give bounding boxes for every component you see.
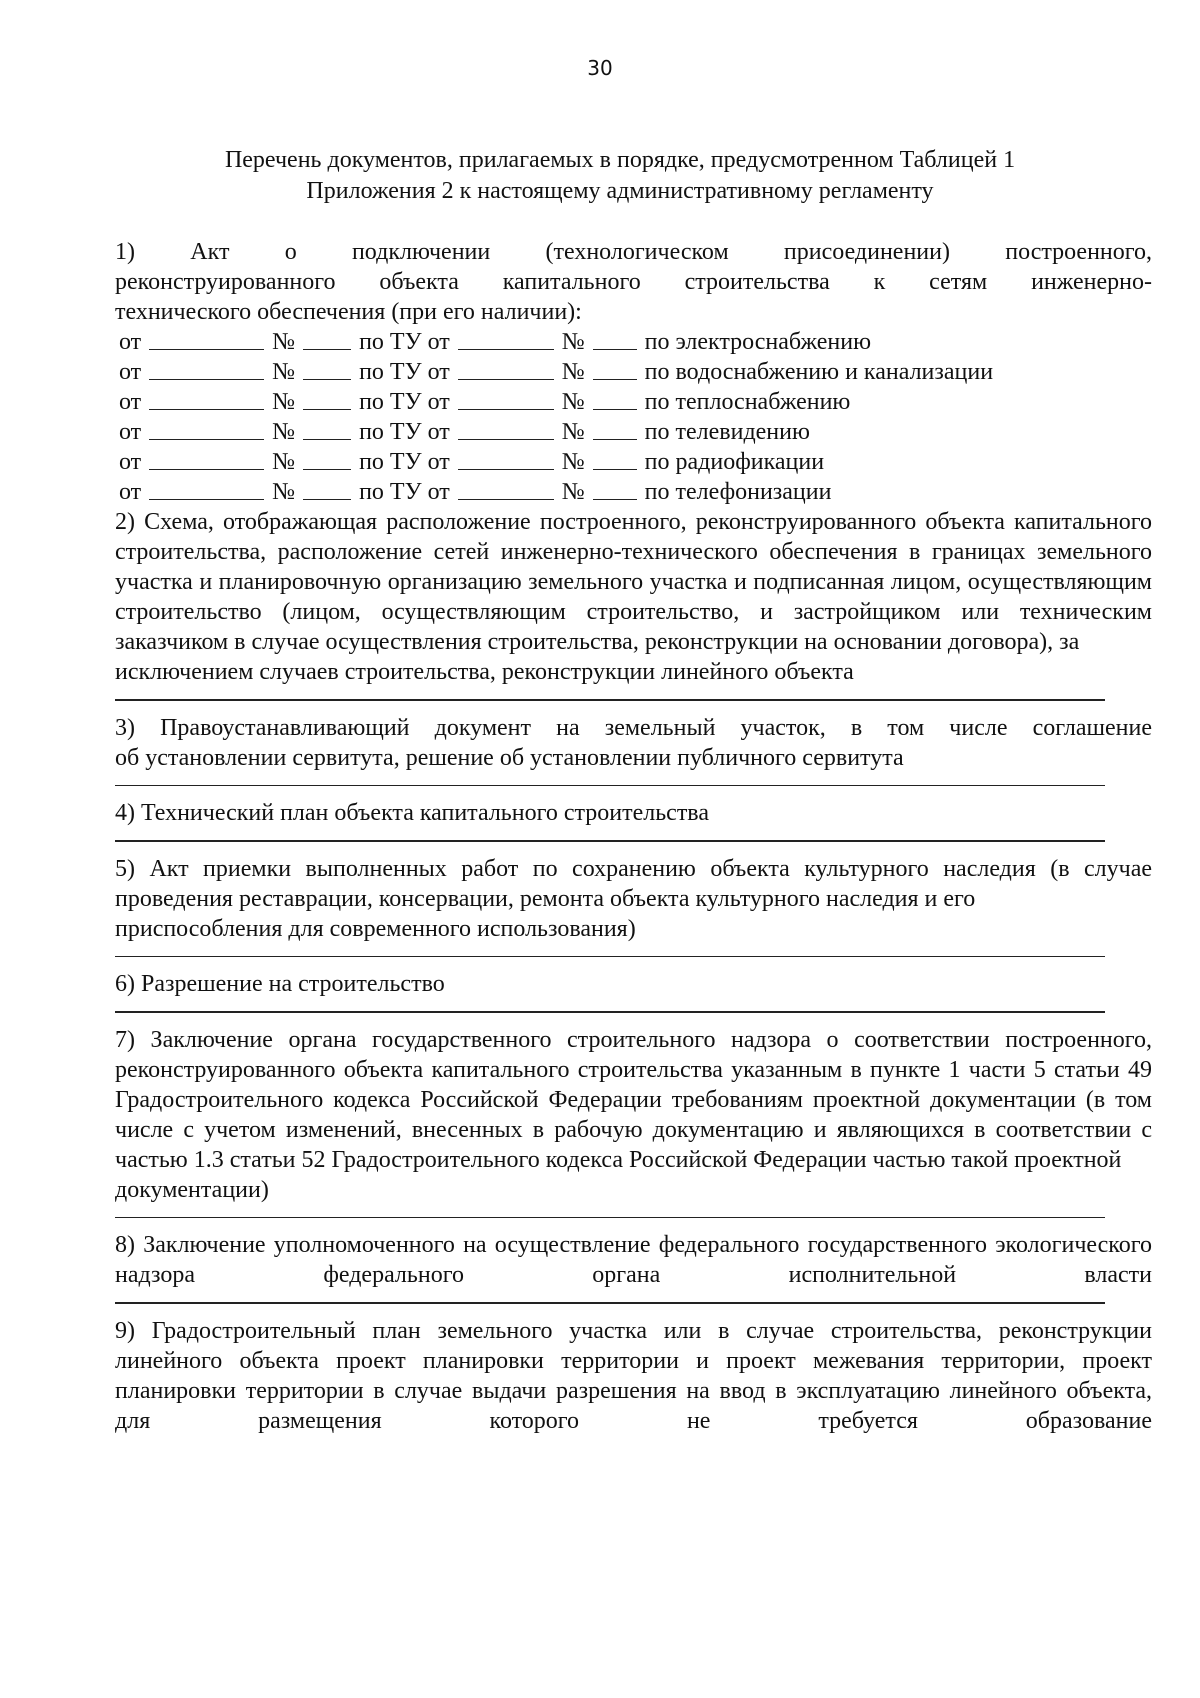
item-7: 7) Заключение органа государственного строительного надзора о соответствии построенного, реконструированного объекта капитального строительства указанным в пункте 1 части 5 статьи 49 Градостроительного кодекса Российской Федерации требованиям проектной документации (в том числе с учетом изменений, внесенных в рабочую документацию и являющихся в соответствии с частью 1.3 статьи 52 Градостроительного кодекса Российской Федерации частью такой проектной <box>115 1026 1152 1173</box>
tu-number-blank <box>593 447 637 470</box>
signature-line <box>115 840 1105 842</box>
tu-from-label: по ТУ от <box>359 359 450 385</box>
title-line-2: Приложения 2 к настоящему административному регламенту <box>306 178 934 204</box>
tu-number-label: № <box>561 479 585 505</box>
tu-from-label: по ТУ от <box>359 389 450 415</box>
item-8: 8) Заключение уполномоченного на осуществление федерального государственного экологического надзора федерального органа исполнительной власти <box>115 1232 1152 1288</box>
tu-number-blank <box>593 387 637 410</box>
tu-from-label: по ТУ от <box>359 449 450 475</box>
number-label: № <box>272 329 296 355</box>
tu-date-blank <box>458 477 554 500</box>
item-4: 4) Технический план объекта капитального строительства <box>115 800 709 826</box>
item-3-last-line: об установлении сервитута, решение об установлении публичного сервитута <box>115 744 904 771</box>
connection-field-row <box>115 447 1152 477</box>
number-label: № <box>272 479 296 505</box>
service-label: по телефонизации <box>644 479 832 505</box>
title-line-1: Перечень документов, прилагаемых в порядке, предусмотренном Таблицей 1 <box>224 147 1016 173</box>
tu-from-label: по ТУ от <box>359 419 450 445</box>
number-label: № <box>272 419 296 445</box>
service-label: по телевидению <box>644 419 810 445</box>
tu-date-blank <box>458 417 554 440</box>
tu-number-label: № <box>561 449 585 475</box>
tu-number-label: № <box>561 389 585 415</box>
tu-from-label: по ТУ от <box>359 479 450 505</box>
number-blank <box>303 417 351 440</box>
tu-date-blank <box>458 387 554 410</box>
connection-field-row <box>115 477 1152 507</box>
tu-number-label: № <box>561 329 585 355</box>
date-blank <box>149 387 264 410</box>
number-blank <box>303 327 351 350</box>
connection-field-row <box>115 357 1152 387</box>
tu-date-blank <box>458 357 554 380</box>
connection-fields <box>115 327 1152 507</box>
item-3: 3) Правоустанавливающий документ на земельный участок, в том числе соглашение <box>115 714 1152 741</box>
connection-field-row <box>115 387 1152 417</box>
number-label: № <box>272 389 296 415</box>
connection-field-row <box>115 327 1152 357</box>
item-6: 6) Разрешение на строительство <box>115 971 445 997</box>
service-label: по теплоснабжению <box>644 389 851 415</box>
item-2: 2) Схема, отображающая расположение построенного, реконструированного объекта капитального строительства, расположение сетей инженерно-технического обеспечения в границах земельного участка и планировочную организацию земельного участка и подписанная лицом, осуществляющим строительство (лицом, осуществляющим строительство, и застройщиком или техническим заказчиком в случае осуществления строительства, реконструкции на основании договора), за <box>115 509 1152 655</box>
date-blank <box>149 357 264 380</box>
number-blank <box>303 357 351 380</box>
tu-number-blank <box>593 417 637 440</box>
tu-number-label: № <box>561 419 585 445</box>
tu-number-label: № <box>561 359 585 385</box>
from-label: от <box>119 359 142 385</box>
item-1 <box>115 237 1152 507</box>
service-label: по электроснабжению <box>644 329 872 355</box>
date-blank <box>149 327 264 350</box>
tu-date-blank <box>458 447 554 470</box>
document-body <box>115 237 1152 1436</box>
item-9: 9) Градостроительный план земельного участка или в случае строительства, реконструкции линейного объекта проект планировки территории и проект межевания территории, проект планировки территории в случае выдачи разрешения на ввод в эксплуатацию линейного объекта, для размещения которого не требуется образование <box>115 1317 1152 1434</box>
signature-line <box>115 699 1105 701</box>
page-number: 30 <box>587 56 613 80</box>
date-blank <box>149 477 264 500</box>
number-blank <box>303 447 351 470</box>
item-1-line-1: 1) Акт о подключении (технологическом присоединении) построенного, <box>115 239 1152 265</box>
number-label: № <box>272 359 296 385</box>
item-2-last-line: исключением случаев строительства, реконструкции линейного объекта <box>115 659 854 685</box>
date-blank <box>149 447 264 470</box>
signature-line <box>115 956 1105 958</box>
connection-field-row <box>115 417 1152 447</box>
tu-number-blank <box>593 477 637 500</box>
from-label: от <box>119 389 142 415</box>
item-1-line-3: технического обеспечения (при его наличии): <box>115 299 582 325</box>
tu-number-blank <box>593 327 637 350</box>
item-1-line-2: реконструированного объекта капитального строительства к сетям инженерно- <box>115 269 1152 295</box>
signature-line <box>115 1302 1105 1304</box>
item-5-last-line: приспособления для современного использования) <box>115 915 636 942</box>
from-label: от <box>119 329 142 355</box>
signature-line <box>115 785 1105 787</box>
date-blank <box>149 417 264 440</box>
signature-line <box>115 1217 1105 1219</box>
service-label: по водоснабжению и канализации <box>644 359 994 385</box>
service-label: по радиофикации <box>644 449 825 475</box>
signature-line <box>115 1011 1105 1013</box>
item-5: 5) Акт приемки выполненных работ по сохранению объекта культурного наследия (в случае проведения реставрации, консервации, ремонта объекта культурного наследия и его <box>115 855 1152 912</box>
document-title <box>150 145 1090 207</box>
tu-from-label: по ТУ от <box>359 329 450 355</box>
number-label: № <box>272 449 296 475</box>
number-blank <box>303 387 351 410</box>
tu-date-blank <box>458 327 554 350</box>
from-label: от <box>119 479 142 505</box>
from-label: от <box>119 449 142 475</box>
number-blank <box>303 477 351 500</box>
from-label: от <box>119 419 142 445</box>
item-7-last-line: документации) <box>115 1176 269 1203</box>
tu-number-blank <box>593 357 637 380</box>
